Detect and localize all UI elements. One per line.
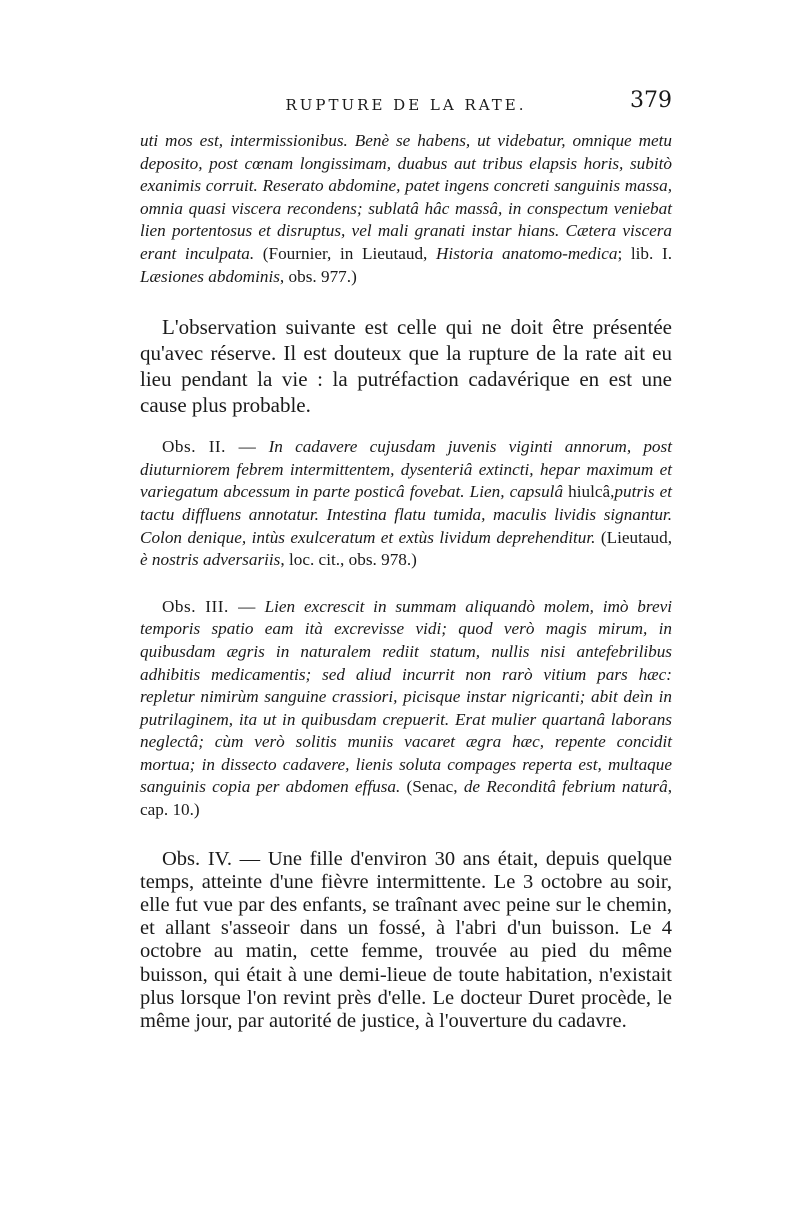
obs2-label: Obs. II. — — [162, 437, 257, 457]
obs3-ref-author: (Senac, — [406, 777, 458, 797]
obs3-ref-work: de Reconditâ febrium naturâ — [463, 777, 668, 797]
running-head — [140, 88, 672, 122]
obs1-continuation — [140, 130, 672, 288]
page-body — [140, 130, 672, 1033]
obs1-ref-obs: , obs. 977.) — [279, 266, 357, 286]
page-number: 379 — [630, 88, 672, 113]
running-title: RUPTURE DE LA RATE. — [285, 96, 527, 114]
obs2-latin-a: In cadavere cujusdam juvenis viginti annorum, post diuturniorem febrem intermittentem, dysenteriâ extincti, hepar maximum et variegatum abcessum in parte posticâ fovebat. Lien, capsulâ — [140, 437, 672, 502]
obs2-ref-obs: , loc. cit., obs. 978.) — [280, 550, 417, 570]
obs3-label: Obs. III. — — [162, 596, 256, 616]
obs1-ref-work: Historia anatomo-medica — [436, 243, 618, 263]
obs1-ref-book: ; lib. I. — [617, 243, 672, 263]
obs3-ref-chapter: , cap. 10.) — [140, 777, 673, 820]
obs2-paragraph — [140, 436, 672, 572]
commentary-paragraph: L'observation suivante est celle qui ne doit être présentée qu'avec réserve. Il est douteux que la rupture de la rate ait eu lieu pendant la vie : la putréfaction cadavérique en est une cause plus probable. — [140, 315, 672, 418]
obs2-latin-b: putris et tactu diffluens annotatur. Intestina flatu tumida, maculis lividis signantur. Colon denique, intùs exulceratum et extùs lividum deprehenditur. — [140, 482, 672, 547]
obs2-ref-author: (Lieutaud, — [600, 527, 673, 547]
obs1-ref-section: Læsiones abdominis — [140, 266, 280, 286]
obs2-roman-word: hiulcâ, — [568, 482, 615, 502]
obs1-ref-author: (Fournier, in Lieutaud, — [262, 243, 428, 263]
obs3-latin: Lien excrescit in summam aliquandò molem, imò brevi temporis spatio eam ità excrevisse vidi; quod verò magis mirum, in quibusdam ægris in naturalem rediit statum, nullis nisi antefebrilibus adhibitis medicamentis; sed aliud incurrit non rarò vitium pars hæc: repletur nimirùm sanguine crassiori, picisque instar nigricanti; abit deìn in putrilaginem, ita ut in quibusdam crepuerit. Erat mulier quartanâ laborans neglectâ; cùm verò solitis muniis vacaret ægra hæc, repente concidit mortua; in dissecto cadavere, lienis soluta compages reperta est, multaque sanguinis copia per abdomen effusa. — [140, 596, 672, 797]
obs1-latin-text: uti mos est, intermissionibus. Benè se habens, ut videbatur, omnique metu deposito, post cœnam longissimam, duabus aut tribus elapsis horis, subitò exanimis corruit. Reserato abdomine, patet ingens concreti sanguinis massa, omnia quasi viscera recondens; sublatâ hâc massâ, in conspectum veniebat lien portentosus et disruptus, vel mali granati instar hians. Cætera viscera erant inculpata. — [140, 131, 672, 263]
obs3-paragraph — [140, 596, 672, 822]
obs2-ref-source: è nostris adversariis — [140, 550, 281, 570]
obs4-label: Obs. IV. — — [162, 847, 261, 870]
obs4-paragraph — [140, 848, 672, 1034]
obs4-text: Une fille d'environ 30 ans était, depuis quelque temps, atteinte d'une fièvre intermittente. Le 3 octobre au soir, elle fut vue par des enfants, se traînant avec peine sur le chemin, et allant s'asseoir dans un fossé, à l'abri d'un buisson. Le 4 octobre au matin, cette femme, trouvée au pied du même buisson, qui était à une demi-lieue de toute habitation, n'existait plus lorsque l'on revint près d'elle. Le docteur Duret procède, le même jour, par autorité de justice, à l'ouverture du cadavre. — [140, 847, 672, 1033]
